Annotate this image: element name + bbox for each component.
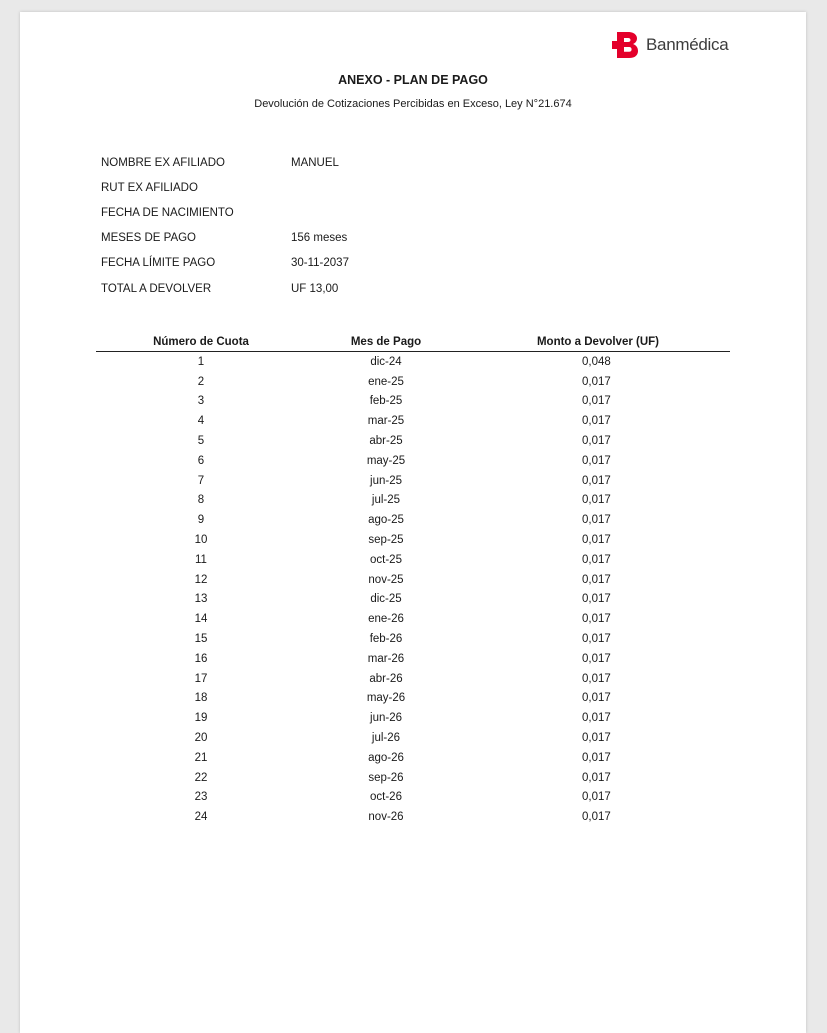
cell-cuota: 3	[197, 395, 205, 408]
cell-mes: dic-25	[370, 593, 402, 606]
cell-cuota: 20	[194, 732, 208, 745]
info-label: MESES DE PAGO	[101, 232, 197, 245]
info-label: RUT EX AFILIADO	[101, 181, 198, 194]
cell-mes: nov-26	[368, 811, 404, 824]
cell-cuota: 8	[197, 494, 205, 507]
cell-cuota: 11	[195, 553, 207, 566]
cell-cuota: 21	[194, 751, 208, 764]
info-label: TOTAL A DEVOLVER	[101, 282, 212, 295]
table-row	[96, 451, 730, 471]
brand-name: Banmédica	[646, 35, 729, 54]
info-row	[101, 150, 349, 175]
cell-monto: 0,017	[582, 573, 611, 586]
table-row	[96, 510, 730, 530]
table-row	[96, 550, 730, 570]
cell-monto: 0,017	[582, 652, 611, 665]
cell-mes: sep-25	[368, 534, 404, 547]
cell-monto: 0,017	[582, 732, 611, 745]
table-row	[96, 807, 730, 827]
table-row	[96, 392, 730, 412]
table-row	[96, 669, 730, 689]
cell-monto: 0,017	[582, 791, 611, 804]
cell-monto: 0,017	[582, 415, 611, 428]
cell-mes: abr-26	[369, 672, 403, 685]
cell-cuota: 14	[194, 613, 208, 626]
banmedica-b-icon	[612, 30, 640, 60]
cell-cuota: 6	[197, 454, 205, 467]
cell-mes: jul-26	[371, 732, 401, 745]
brand-logo	[612, 30, 728, 60]
cell-mes: ago-25	[368, 514, 404, 527]
header-monto: Monto a Devolver (UF)	[536, 336, 660, 348]
table-row	[96, 649, 730, 669]
table-row	[96, 689, 730, 709]
cell-mes: nov-25	[368, 573, 404, 586]
affiliate-info	[101, 150, 349, 301]
table-row	[96, 530, 730, 550]
payment-plan-table	[96, 333, 730, 827]
info-row	[101, 251, 349, 276]
cell-monto: 0,017	[582, 534, 611, 547]
table-row	[96, 708, 730, 728]
cell-mes: jun-25	[370, 474, 402, 487]
cell-cuota: 5	[197, 435, 205, 448]
cell-monto: 0,017	[582, 633, 611, 646]
cell-monto: 0,017	[582, 375, 611, 388]
cell-cuota: 4	[197, 415, 205, 428]
cell-mes: oct-26	[370, 791, 402, 804]
info-value: MANUEL	[291, 156, 339, 169]
cell-cuota: 10	[194, 534, 208, 547]
cell-mes: may-25	[366, 454, 406, 467]
cell-mes: feb-25	[369, 395, 403, 408]
cell-monto: 0,017	[582, 811, 611, 824]
info-row	[101, 200, 349, 225]
table-row	[96, 411, 730, 431]
table-row	[96, 609, 730, 629]
cell-mes: abr-25	[369, 435, 403, 448]
table-row	[96, 431, 730, 451]
cell-monto: 0,017	[582, 672, 611, 685]
cell-mes: sep-26	[368, 771, 404, 784]
info-label: FECHA LÍMITE PAGO	[101, 257, 216, 270]
cell-cuota: 7	[197, 474, 205, 487]
cell-mes: jul-25	[371, 494, 401, 507]
document-subtitle: Devolución de Cotizaciones Percibidas en Exceso, Ley N°21.674	[254, 98, 572, 110]
table-row	[96, 788, 730, 808]
cell-monto: 0,017	[582, 771, 611, 784]
cell-monto: 0,017	[582, 751, 611, 764]
cell-cuota: 18	[194, 692, 208, 705]
cell-monto: 0,017	[582, 553, 611, 566]
cell-cuota: 12	[194, 573, 208, 586]
table-body	[96, 352, 730, 827]
table-row	[96, 471, 730, 491]
info-row	[101, 226, 349, 251]
cell-mes: oct-25	[370, 553, 402, 566]
cell-cuota: 22	[194, 771, 208, 784]
cell-mes: may-26	[366, 692, 406, 705]
info-label: NOMBRE EX AFILIADO	[101, 156, 225, 169]
table-row	[96, 748, 730, 768]
cell-monto: 0,017	[582, 514, 611, 527]
cell-mes: mar-25	[367, 415, 405, 428]
table-row	[96, 570, 730, 590]
cell-monto: 0,017	[582, 454, 611, 467]
table-row	[96, 372, 730, 392]
cell-cuota: 9	[197, 514, 205, 527]
document-page	[20, 12, 806, 1033]
cell-mes: feb-26	[369, 633, 403, 646]
table-row	[96, 491, 730, 511]
cell-mes: mar-26	[367, 652, 405, 665]
cell-cuota: 24	[194, 811, 208, 824]
cell-mes: dic-24	[370, 355, 402, 368]
table-row	[96, 728, 730, 748]
cell-cuota: 17	[194, 672, 208, 685]
cell-monto: 0,017	[582, 435, 611, 448]
cell-monto: 0,017	[582, 692, 611, 705]
header-mes: Mes de Pago	[350, 336, 422, 348]
cell-cuota: 19	[194, 712, 208, 725]
cell-mes: ago-26	[368, 751, 404, 764]
table-row	[96, 629, 730, 649]
cell-monto: 0,017	[582, 613, 611, 626]
cell-mes: ene-25	[368, 375, 404, 388]
table-header	[96, 333, 730, 352]
info-row	[101, 175, 349, 200]
cell-monto: 0,017	[582, 494, 611, 507]
cell-cuota: 15	[194, 633, 208, 646]
cell-cuota: 1	[197, 355, 205, 368]
table-row	[96, 768, 730, 788]
info-value: 30-11-2037	[291, 257, 349, 270]
table-row	[96, 352, 730, 372]
document-title: ANEXO - PLAN DE PAGO	[338, 73, 488, 87]
cell-mes: ene-26	[368, 613, 404, 626]
table-row	[96, 590, 730, 610]
cell-cuota: 13	[194, 593, 208, 606]
cell-monto: 0,017	[582, 395, 611, 408]
cell-cuota: 16	[194, 652, 208, 665]
cell-mes: jun-26	[370, 712, 402, 725]
info-value: UF 13,00	[291, 282, 339, 295]
info-value: 156 meses	[291, 232, 348, 245]
cell-monto: 0,048	[582, 355, 611, 368]
info-label: FECHA DE NACIMIENTO	[101, 206, 234, 219]
info-row	[101, 276, 349, 301]
cell-monto: 0,017	[582, 712, 611, 725]
cell-monto: 0,017	[582, 593, 611, 606]
cell-cuota: 2	[197, 375, 205, 388]
cell-cuota: 23	[194, 791, 208, 804]
cell-monto: 0,017	[582, 474, 611, 487]
header-cuota: Número de Cuota	[153, 336, 249, 348]
